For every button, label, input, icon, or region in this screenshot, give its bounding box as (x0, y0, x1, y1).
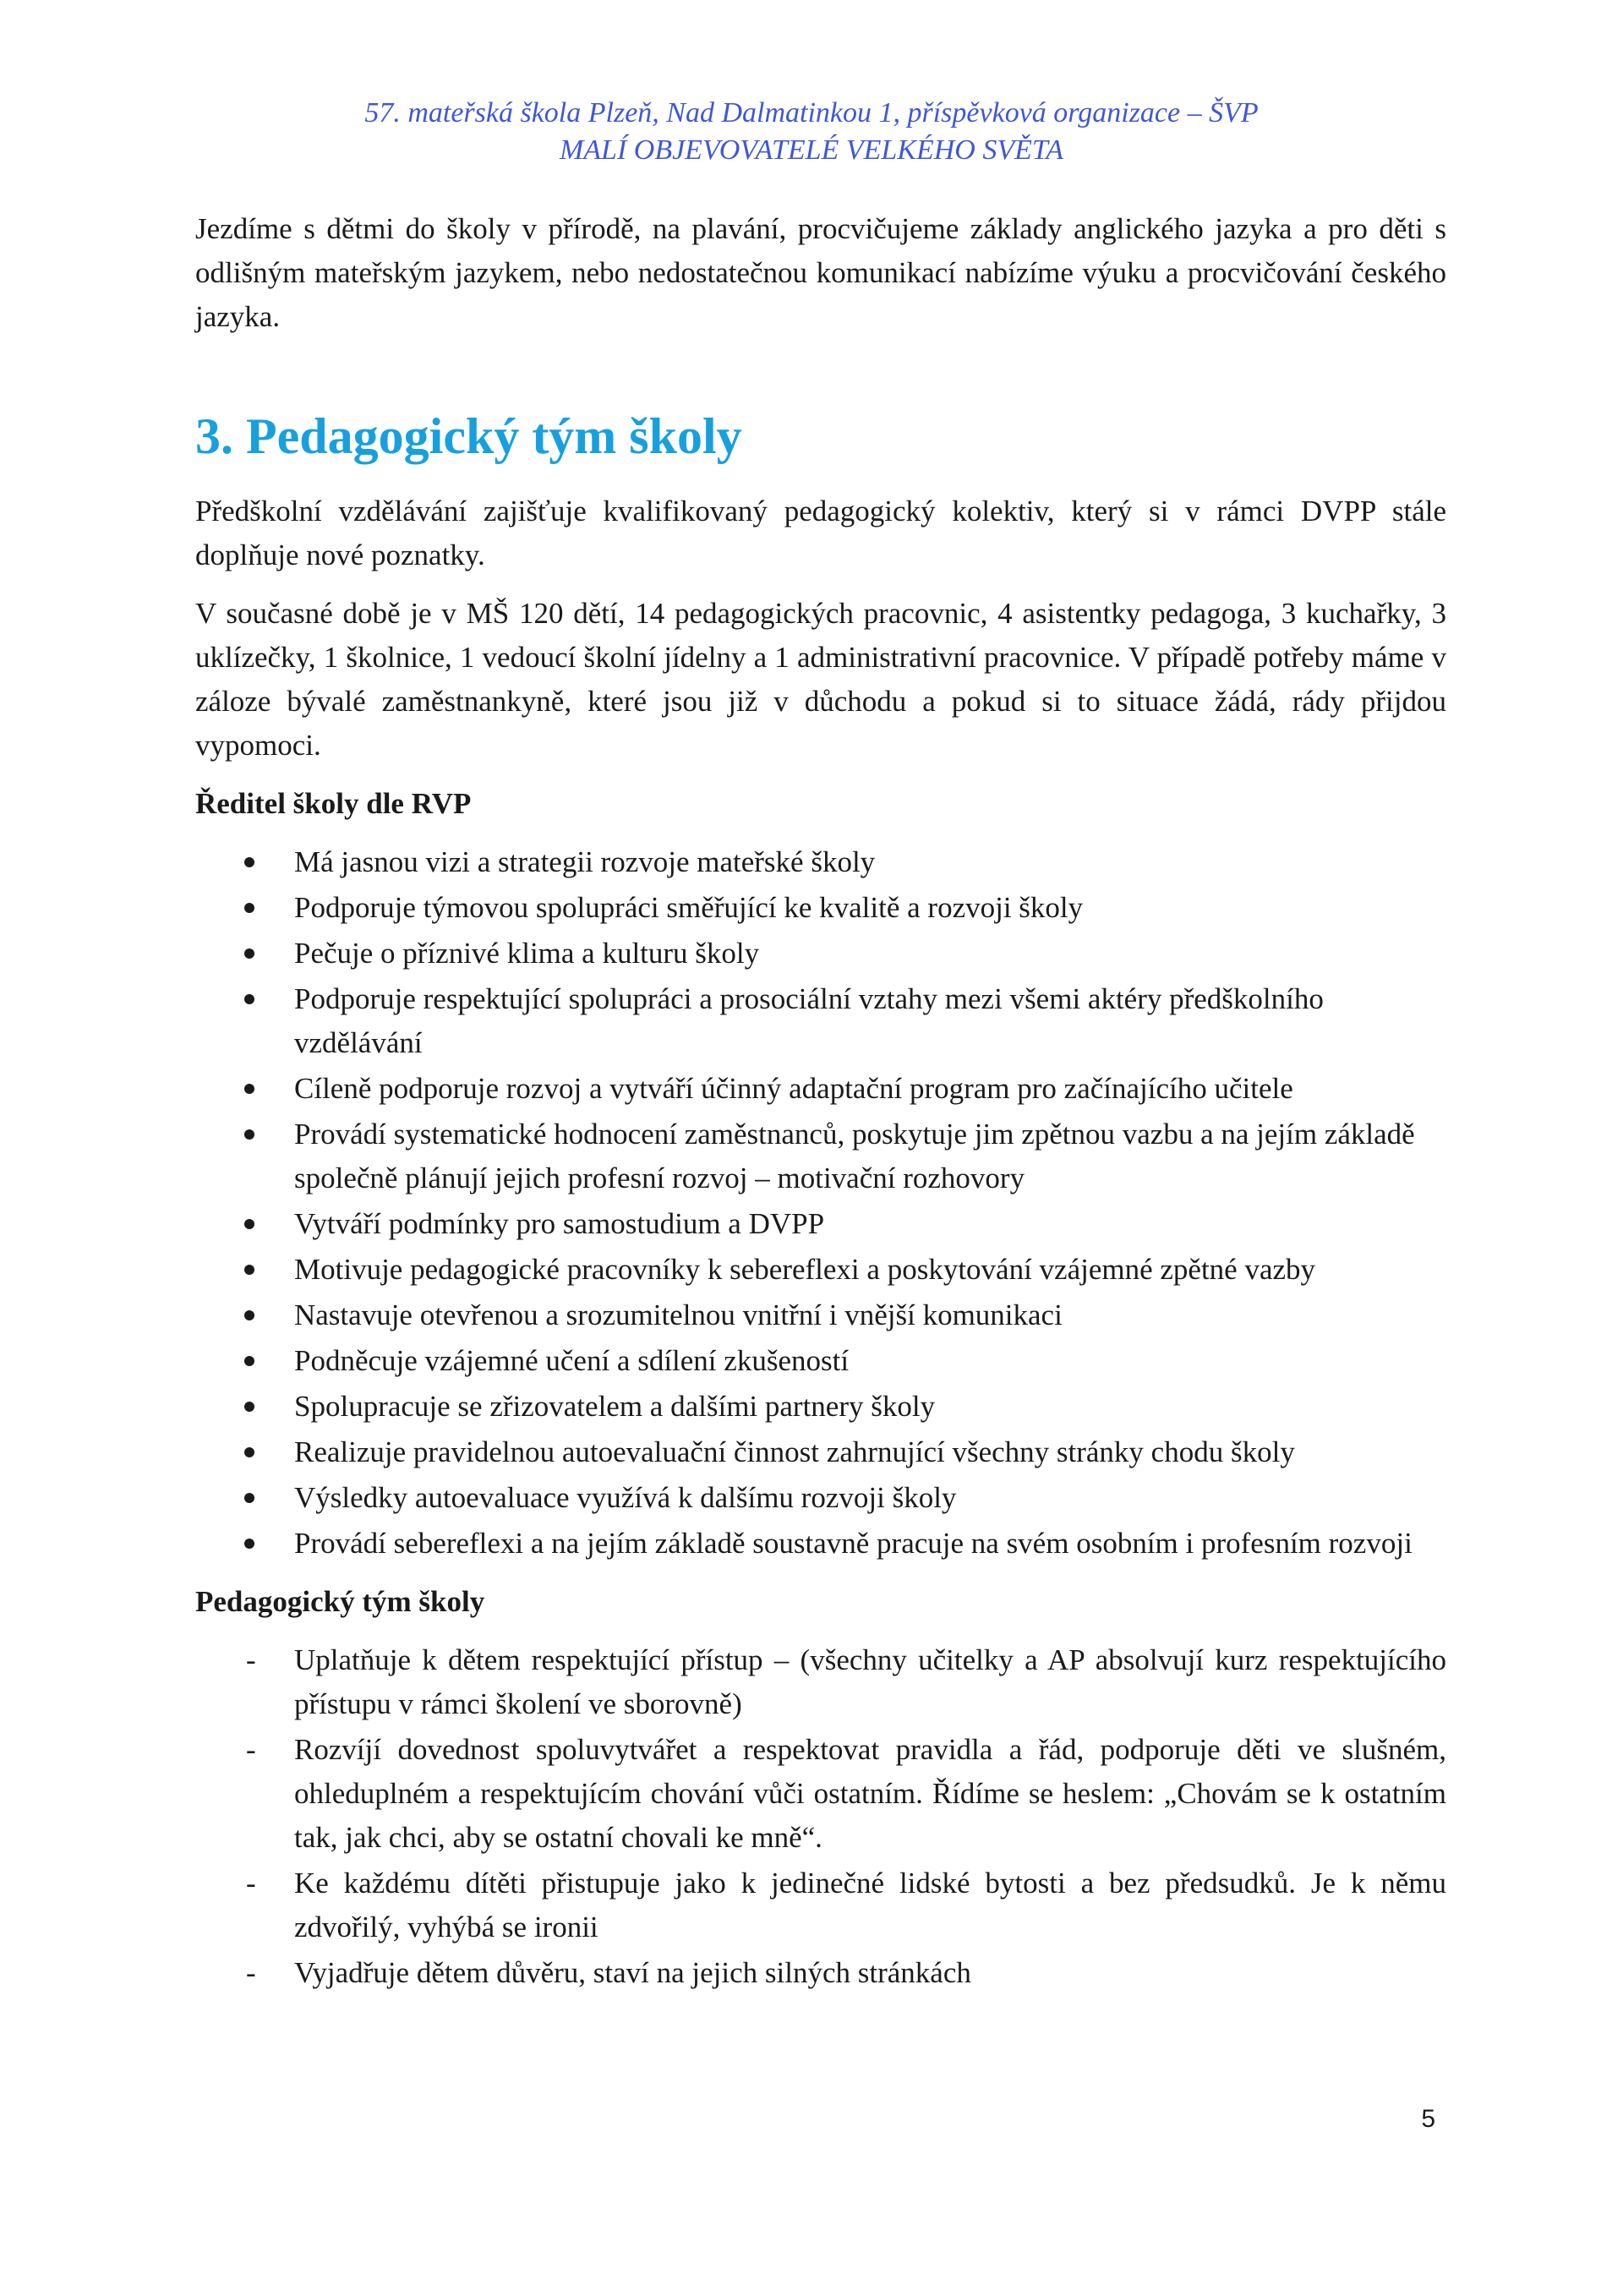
bullet-icon (244, 1493, 254, 1503)
bullet-icon (244, 1356, 254, 1366)
team-list (195, 1638, 1446, 1995)
bullet-icon (244, 857, 254, 867)
list-item: Podporuje respektující spolupráci a prosociální vztahy mezi všemi aktéry předškolního vzdělávání (195, 977, 1446, 1065)
dash-marker: - (246, 1733, 256, 1766)
bullet-icon (244, 948, 254, 959)
list-item: Realizuje pravidelnou autoevaluační činnost zahrnující všechny stránky chodu školy (195, 1430, 1446, 1474)
dash-marker: - (246, 1956, 256, 1989)
director-list (195, 840, 1446, 1566)
director-heading: Ředitel školy dle RVP (195, 787, 472, 820)
page-content (195, 207, 1446, 1997)
section-paragraph-1: Předškolní vzdělávání zajišťuje kvalifikovaný pedagogický kolektiv, který si v rámci DVPP stále doplňuje nové poznatky. (195, 495, 1446, 571)
bullet-icon (244, 1129, 254, 1140)
list-item: - Rozvíjí dovednost spoluvytvářet a respektovat pravidla a řád, podporuje děti ve slušném, ohleduplném a respektujícím chování vůči ostatním. Řídíme se heslem: „Chovám se k ostatním tak, jak chci, aby se ostatní chovali ke mně“. (195, 1728, 1446, 1860)
list-item: Provádí sebereflexi a na jejím základě soustavně pracuje na svém osobním i profesním rozvoji (195, 1522, 1446, 1566)
list-item: Provádí systematické hodnocení zaměstnanců, poskytuje jim zpětnou vazbu a na jejím základě společně plánují jejich profesní rozvoj – motivační rozhovory (195, 1112, 1446, 1200)
page-header (0, 95, 1623, 169)
header-program-name: MALÍ OBJEVOVATELÉ VELKÉHO SVĚTA (559, 134, 1064, 166)
list-item: - Uplatňuje k dětem respektující přístup – (všechny učitelky a AP absolvují kurz respektujícího přístupu v rámci školení ve sborovně) (195, 1638, 1446, 1726)
section-title: 3. Pedagogický tým školy (195, 408, 742, 464)
bullet-icon (244, 1219, 254, 1229)
list-item: Má jasnou vizi a strategii rozvoje mateřské školy (195, 840, 1446, 884)
list-item: - Ke každému dítěti přistupuje jako k jedinečné lidské bytosti a bez předsudků. Je k němu zdvořilý, vyhýbá se ironii (195, 1861, 1446, 1949)
list-item: Motivuje pedagogické pracovníky k sebereflexi a poskytování vzájemné zpětné vazby (195, 1248, 1446, 1292)
bullet-icon (244, 1084, 254, 1094)
list-item: Podporuje týmovou spolupráci směřující ke kvalitě a rozvoji školy (195, 886, 1446, 930)
header-school-name: 57. mateřská škola Plzeň, Nad Dalmatinkou 1, příspěvková organizace – ŠVP (364, 97, 1259, 128)
list-item: - Vyjadřuje dětem důvěru, staví na jejich silných stránkách (195, 1951, 1446, 1995)
list-item: Cíleně podporuje rozvoj a vytváří účinný adaptační program pro začínajícího učitele (195, 1067, 1446, 1111)
bullet-icon (244, 1310, 254, 1320)
bullet-icon (244, 1265, 254, 1275)
bullet-icon (244, 1447, 254, 1457)
list-item: Podněcuje vzájemné učení a sdílení zkušeností (195, 1339, 1446, 1383)
page-number: 5 (1421, 2105, 1435, 2133)
list-item: Vytváří podmínky pro samostudium a DVPP (195, 1202, 1446, 1246)
list-item: Pečuje o příznivé klima a kulturu školy (195, 932, 1446, 976)
bullet-icon (244, 1402, 254, 1412)
team-heading: Pedagogický tým školy (195, 1585, 485, 1618)
list-item: Spolupracuje se zřizovatelem a dalšími partnery školy (195, 1385, 1446, 1429)
dash-marker: - (246, 1867, 256, 1900)
list-item: Výsledky autoevaluace využívá k dalšímu rozvoji školy (195, 1476, 1446, 1520)
list-item: Nastavuje otevřenou a srozumitelnou vnitřní i vnější komunikaci (195, 1293, 1446, 1337)
bullet-icon (244, 994, 254, 1004)
bullet-icon (244, 903, 254, 913)
dash-marker: - (246, 1643, 256, 1676)
bullet-icon (244, 1539, 254, 1549)
section-paragraph-2: V současné době je v MŠ 120 dětí, 14 pedagogických pracovnic, 4 asistentky pedagoga, 3 kuchařky, 3 uklízečky, 1 školnice, 1 vedoucí školní jídelny a 1 administrativní pracovnice. V případě potřeby máme v záloze bývalé zaměstnankyně, které jsou již v důchodu a pokud si to situace žádá, rády přijdou vypomoci. (195, 597, 1446, 762)
intro-paragraph: Jezdíme s dětmi do školy v přírodě, na plavání, procvičujeme základy anglického jazyka a pro děti s odlišným mateřským jazykem, nebo nedostatečnou komunikací nabízíme výuku a procvičování českého jazyka. (195, 212, 1446, 333)
